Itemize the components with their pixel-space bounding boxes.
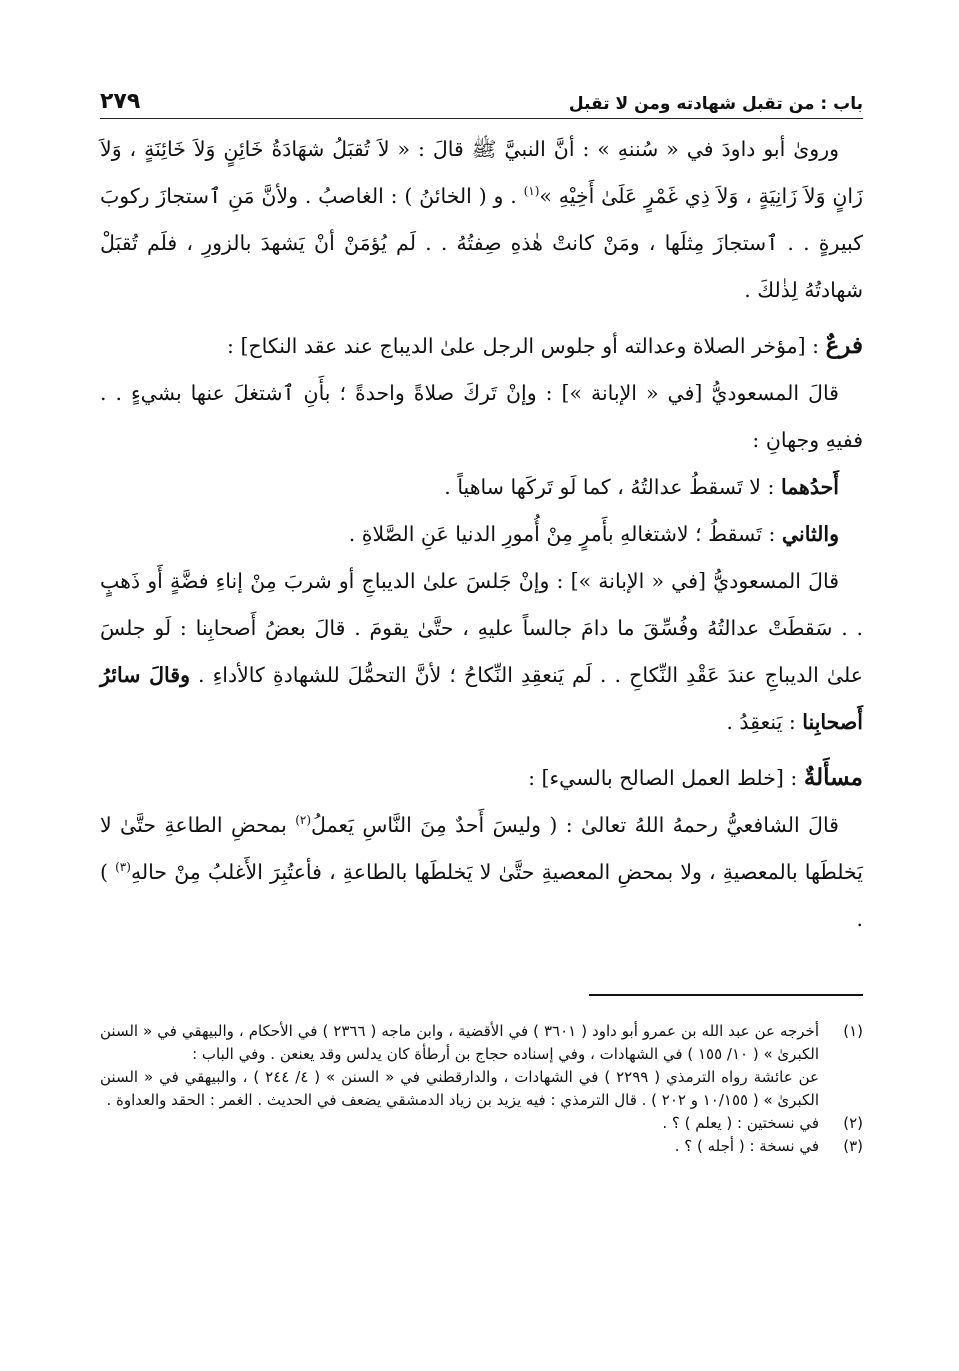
footnote-number: (٢) bbox=[843, 1114, 863, 1132]
footnote-ref-1: (١) bbox=[523, 184, 540, 199]
paragraph-text: قالَ المسعوديُّ [في « الإبانة »] : وإنْ تَركَ صلاةً واحدةً ؛ بأَنِ ٱشتغلَ عنها بشيءٍ . . ففيهِ وجهانِ : bbox=[100, 381, 863, 452]
footnote-text bbox=[100, 1112, 819, 1135]
section-label-masala: مسأَلةٌ bbox=[803, 764, 863, 791]
footnote-ref-3: (٣) bbox=[115, 860, 131, 875]
footnote-text bbox=[100, 1135, 819, 1158]
paragraph-masala bbox=[100, 754, 863, 802]
footnote-paragraph: أخرجه عن عبد الله بن عمرو أبو داود ( ٣٦٠١ ) في الأقضية ، وابن ماجه ( ٢٣٦٦ ) في الأحكام ، والبيهقي في « السنن الكبرىٰ » ( ١٠/ ١٥٥ ) في الشهادات ، وفي إسناده حجاج بن أرطأة كان يدلس وقد يعنعن . وفي الباب : bbox=[100, 1022, 819, 1063]
section-heading-text: : [خلط العمل الصالح بالسيء] : bbox=[528, 766, 804, 790]
footnote-3 bbox=[100, 1135, 863, 1158]
footnote-paragraph: في نسخة : ( أجله ) ؟ . bbox=[674, 1137, 819, 1155]
footnote-paragraph: في نسختين : ( يعلم ) ؟ . bbox=[662, 1114, 819, 1132]
paragraph-hadith bbox=[100, 126, 863, 314]
chapter-title: باب : من تقبل شهادته ومن لا تقبل bbox=[568, 94, 863, 114]
paragraph-text: قالَ المسعوديُّ [في « الإبانة »] : وإنْ جَلسَ علىٰ الديباجِ أو شربَ مِنْ إناءِ فضَّةٍ أَو ذَهبٍ . . سَقطَتْ عدالتُهُ وفُسِّقَ ما دامَ جالساً عليهِ ، حتَّىٰ يقومَ . قالَ بعضُ أَصحابِنا : لَو جلسَ علىٰ الديباجِ عندَ عَقْدِ النِّكاحِ . . لَم يَنعقِدِ النِّكاحُ ؛ لأنَّ التحمُّلَ للشهادةِ كالأداءِ . bbox=[100, 569, 863, 687]
main-text bbox=[100, 126, 863, 943]
footnote-1 bbox=[100, 1020, 863, 1112]
paragraph-text: بمحضِ الطاعةِ حتَّىٰ لا يَخلطَها بالمعصيةِ ، ولا بمحضِ المعصيةِ حتَّىٰ لا يَخلطَها بالطاعةِ ، فأعتُبِرَ الأَغلبُ مِنْ حالهِ bbox=[100, 813, 863, 884]
paragraph-text: : يَنعقِدُ . bbox=[726, 710, 803, 734]
paragraph-masudi-1 bbox=[100, 370, 863, 464]
footnote-ref-2: (٢) bbox=[295, 813, 312, 828]
paragraph-text: . و ( الخائنُ ) : الغاصبُ . ولأنَّ مَنِ ٱستجازَ ركوبَ كبيرةٍ . . ٱستجازَ مِثلَها ، ومَنْ كانتْ هٰذهِ صِفتُهُ . . لَم يُؤمَنْ أنْ يَشهدَ بالزورِ ، فلَم تُقبَلْ شهادتُهُ لِذٰلكَ . bbox=[100, 184, 863, 302]
footnote-number: (٣) bbox=[843, 1137, 863, 1155]
footnote-number: (١) bbox=[843, 1022, 863, 1040]
footnote-2 bbox=[100, 1112, 863, 1135]
footnotes-separator bbox=[589, 994, 863, 996]
page-number: ٢٧٩ bbox=[100, 89, 141, 114]
paragraph-masudi-2 bbox=[100, 558, 863, 746]
label-second: والثاني bbox=[781, 522, 839, 546]
paragraph-text: ) . bbox=[100, 860, 863, 931]
paragraph-text: : لا تَسقطُ عدالتُهُ ، كما لَو تَركَها ساهياً . bbox=[444, 475, 781, 499]
section-label-far: فرعٌ bbox=[825, 332, 863, 359]
section-heading-text: : [مؤخر الصلاة وعدالته أو جلوس الرجل علىٰ الديباج عند عقد النكاح] : bbox=[227, 334, 826, 358]
footnote-paragraph: عن عائشة رواه الترمذي ( ٢٢٩٩ ) في الشهادات ، والدارقطني في « السنن » ( ٤/ ٢٤٤ ) ، والبيهقي في « السنن الكبرىٰ » ( ١٠/١٥٥ و ٢٠٢ ) . قال الترمذي : فيه يزيد بن زياد الدمشقي يضعف في الحديث . الغمر : الحقد والعداوة . bbox=[100, 1068, 819, 1109]
running-header bbox=[100, 84, 863, 114]
bold-phrase: وقالَ سائرُ أَصحابِنا bbox=[100, 663, 863, 734]
paragraph-second-view bbox=[100, 511, 863, 558]
label-first: أَحدُهما bbox=[780, 475, 839, 499]
footnotes bbox=[100, 1020, 863, 1158]
paragraph-text: قالَ الشافعيُّ رحمهُ اللهُ تعالىٰ : ( وليسَ أَحدٌ مِنَ النَّاسِ يَعملُ bbox=[311, 813, 839, 837]
footnote-text bbox=[100, 1020, 819, 1112]
paragraph-text: وروىٰ أبو داودَ في « سُننهِ » : أنَّ النبيَّ ﷺ قالَ : « لاَ تُقبَلُ شهَادَةُ خَائِنٍ وَلاَ خَائِنَةٍ ، وَلاَ زَانٍ وَلاَ زَانِيَةٍ ، وَلاَ ذِي غَمْرٍ عَلَىٰ أَخِيْهِ » bbox=[100, 137, 863, 208]
paragraph-first-view bbox=[100, 464, 863, 511]
paragraph-text: : تَسقطُ ؛ لاشتغالهِ بأَمرٍ مِنْ أُمورِ الدنيا عَنِ الصَّلاةِ . bbox=[348, 522, 782, 546]
paragraph-far bbox=[100, 322, 863, 370]
paragraph-shafii bbox=[100, 802, 863, 943]
header-rule bbox=[100, 118, 863, 119]
